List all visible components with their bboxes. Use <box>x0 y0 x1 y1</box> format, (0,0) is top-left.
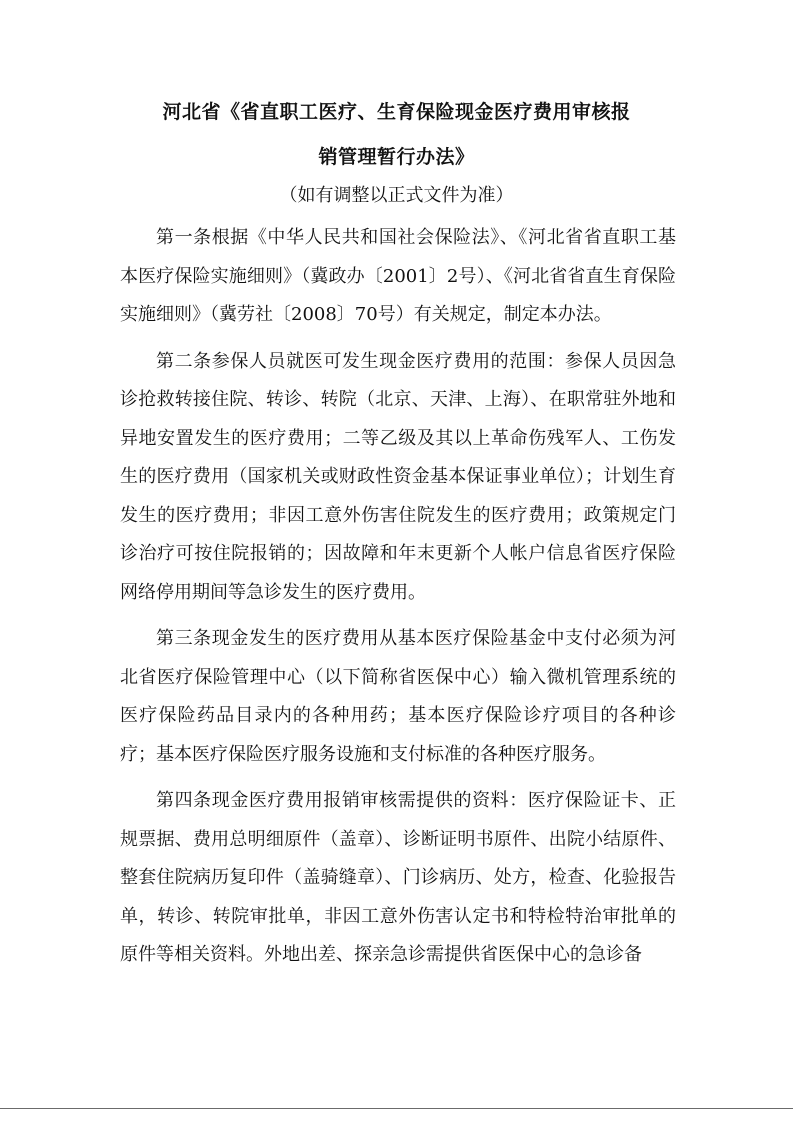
page-bottom-border <box>0 1108 793 1109</box>
document-title-line-2: 销管理暂行办法》 <box>318 146 475 168</box>
document-body <box>120 219 676 983</box>
article-2-paragraph: 第二条参保人员就医可发生现金医疗费用的范围：参保人员因急诊抢救转接住院、转诊、转院（北京、天津、上海）、在职常驻外地和异地安置发生的医疗费用；二等乙级及其以上革命伤残军人、工伤发生的医疗费用（国家机关或财政性资金基本保证事业单位）；计划生育发生的医疗费用；非因工意外伤害住院发生的医疗费用；政策规定门诊治疗可按住院报销的；因故障和年末更新个人帐户信息省医疗保险网络停用期间等急诊发生的医疗费用。 <box>120 350 676 603</box>
article-4-paragraph: 第四条现金医疗费用报销审核需提供的资料：医疗保险证卡、正规票据、费用总明细原件（盖章）、诊断证明书原件、出院小结原件、整套住院病历复印件（盖骑缝章）、门诊病历、处方，检查、化验报告单，转诊、转院审批单，非因工意外伤害认定书和特检特治审批单的原件等相关资料。外地出差、探亲急诊需提供省医保中心的急诊备 <box>120 790 676 965</box>
article-3-paragraph: 第三条现金发生的医疗费用从基本医疗保险基金中支付必须为河北省医疗保险管理中心（以下简称省医保中心）输入微机管理系统的医疗保险药品目录内的各种用药；基本医疗保险诊疗项目的各种诊疗；基本医疗保险医疗服务设施和支付标准的各种医疗服务。 <box>120 628 676 765</box>
document-title-line-1: 河北省《省直职工医疗、生育保险现金医疗费用审核报 <box>162 101 631 123</box>
document-subtitle: （如有调整以正式文件为准） <box>279 185 514 206</box>
article-1-paragraph: 第一条根据《中华人民共和国社会保险法》、《河北省省直职工基本医疗保险实施细则》（冀政办〔2001〕2号）、《河北省省直生育保险实施细则》（冀劳社〔2008〕70号）有关规定，制定本办法。 <box>120 227 676 325</box>
